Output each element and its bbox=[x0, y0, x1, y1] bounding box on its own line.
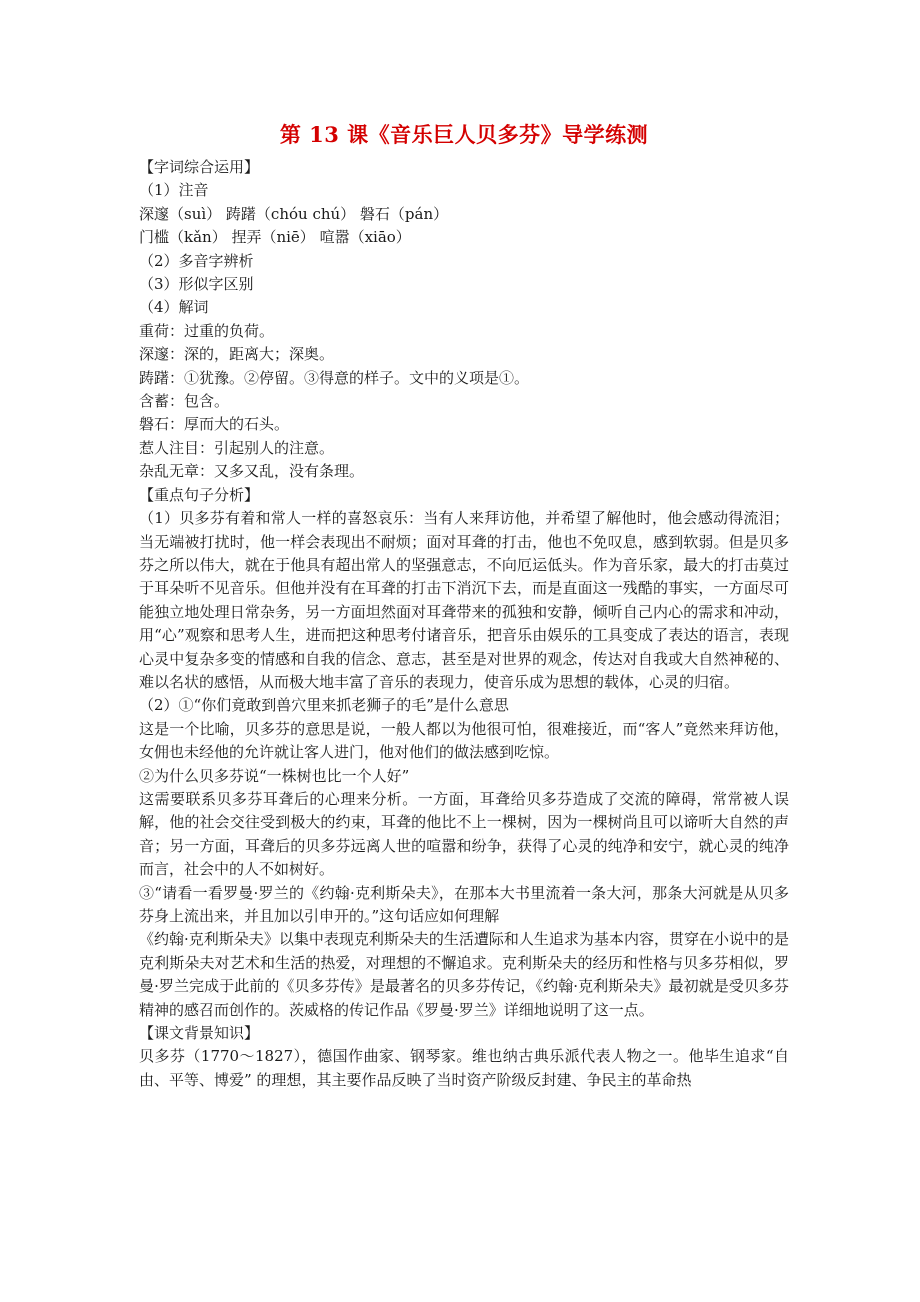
definition-item: 磐石：厚而大的石头。 bbox=[139, 415, 290, 434]
pinyin-line-2: 门槛（kǎn） 捏弄（niē） 喧嚣（xiāo） bbox=[139, 228, 411, 247]
question-1: （2）①“你们竟敢到兽穴里来抓老狮子的毛”是什么意思 bbox=[139, 696, 509, 715]
definition-item: 深邃：深的，距离大；深奥。 bbox=[139, 345, 335, 364]
page-title: 第 13 课《音乐巨人贝多芬》导学练测 bbox=[279, 122, 649, 147]
definition-item: 重荷：过重的负荷。 bbox=[139, 321, 275, 340]
section-vocabulary bbox=[139, 156, 789, 484]
definition-item: 踌躇：①犹豫。②停留。③得意的样子。文中的义项是①。 bbox=[139, 368, 530, 387]
analysis-paragraph-1: （1）贝多芬有着和常人一样的喜怒哀乐：当有人来拜访他，并希望了解他时，他会感动得流泪；当无端被打扰时，他一样会表现出不耐烦；面对耳聋的打击，他也不免叹息，感到软弱。但是贝多芬之所以伟大，就在于他具有超出常人的坚强意志，不向厄运低头。作为音乐家，最大的打击莫过于耳朵听不见音乐。但他并没有在耳聋的打击下消沉下去，而是直面这一残酷的事实，一方面尽可能独立地处理日常杂务，另一方面坦然面对耳聋带来的孤独和安静，倾听自己内心的需求和冲动，用“心”观察和思考人生，进而把这种思考付诸音乐，把音乐由娱乐的工具变成了表达的语言，表现心灵中复杂多变的情感和自我的信念、意志，甚至是对世界的观念，传达对自我或大自然神秘的、难以名状的感悟，从而极大地丰富了音乐的表现力，使音乐成为思想的载体，心灵的归宿。 bbox=[139, 509, 789, 691]
subheading-polyphonic: （2）多音字辨析 bbox=[139, 251, 254, 270]
pinyin-line-1: 深邃（suì） 踌躇（chóu chú） 磐石（pán） bbox=[139, 204, 449, 223]
subheading-pronunciation: （1）注音 bbox=[139, 181, 209, 200]
question-2: ②为什么贝多芬说“一株树也比一个人好” bbox=[139, 766, 410, 785]
question-3: ③“请看一看罗曼·罗兰的《约翰·克利斯朵夫》，在那本大书里流着一条大河，那条大河就是从贝多芬身上流出来，并且加以引申开的。”这句话应如何理解 bbox=[139, 883, 789, 925]
subheading-similar-chars: （3）形似字区别 bbox=[139, 275, 254, 294]
section-sentence-analysis bbox=[139, 484, 789, 1022]
definition-item: 杂乱无章：又多又乱，没有条理。 bbox=[139, 462, 365, 481]
section-heading-sentence-analysis: 【重点句子分析】 bbox=[139, 485, 260, 504]
section-background bbox=[139, 1022, 789, 1092]
document-page bbox=[139, 120, 789, 1092]
answer-1: 这是一个比喻，贝多芬的意思是说，一般人都以为他很可怕，很难接近，而“客人”竟然来拜访他，女佣也未经他的允许就让客人进门，他对他们的做法感到吃惊。 bbox=[139, 719, 789, 762]
section-heading-vocabulary: 【字词综合运用】 bbox=[139, 158, 260, 176]
definition-item: 惹人注目：引起别人的注意。 bbox=[139, 438, 335, 457]
definition-item: 含蓄：包含。 bbox=[139, 392, 230, 411]
answer-2: 这需要联系贝多芬耳聋后的心理来分析。一方面，耳聋给贝多芬造成了交流的障碍，常常被人误解，他的社会交往受到极大的约束，耳聋的他比不上一棵树，因为一棵树尚且可以谛听大自然的声音；另一方面，耳聋后的贝多芬远离人世的喧嚣和纷争，获得了心灵的纯净和安宁，就心灵的纯净而言，社会中的人不如树好。 bbox=[139, 789, 789, 879]
section-heading-background: 【课文背景知识】 bbox=[139, 1024, 260, 1043]
background-paragraph: 贝多芬（1770～1827），德国作曲家、钢琴家。维也纳古典乐派代表人物之一。他毕生追求“自由、平等、博爱” 的理想，其主要作品反映了当时资产阶级反封建、争民主的革命热 bbox=[139, 1047, 789, 1089]
answer-3: 《约翰·克利斯朵夫》以集中表现克利斯朵夫的生活遭际和人生追求为基本内容，贯穿在小说中的是克利斯朵夫对艺术和生活的热爱，对理想的不懈追求。克利斯朵夫的经历和性格与贝多芬相似，罗曼·罗兰完成于此前的《贝多芬传》是最著名的贝多芬传记，《约翰·克利斯朵夫》最初就是受贝多芬精神的感召而创作的。茨威格的传记作品《罗曼·罗兰》详细地说明了这一点。 bbox=[139, 930, 789, 1019]
subheading-definitions: （4）解词 bbox=[139, 298, 209, 317]
